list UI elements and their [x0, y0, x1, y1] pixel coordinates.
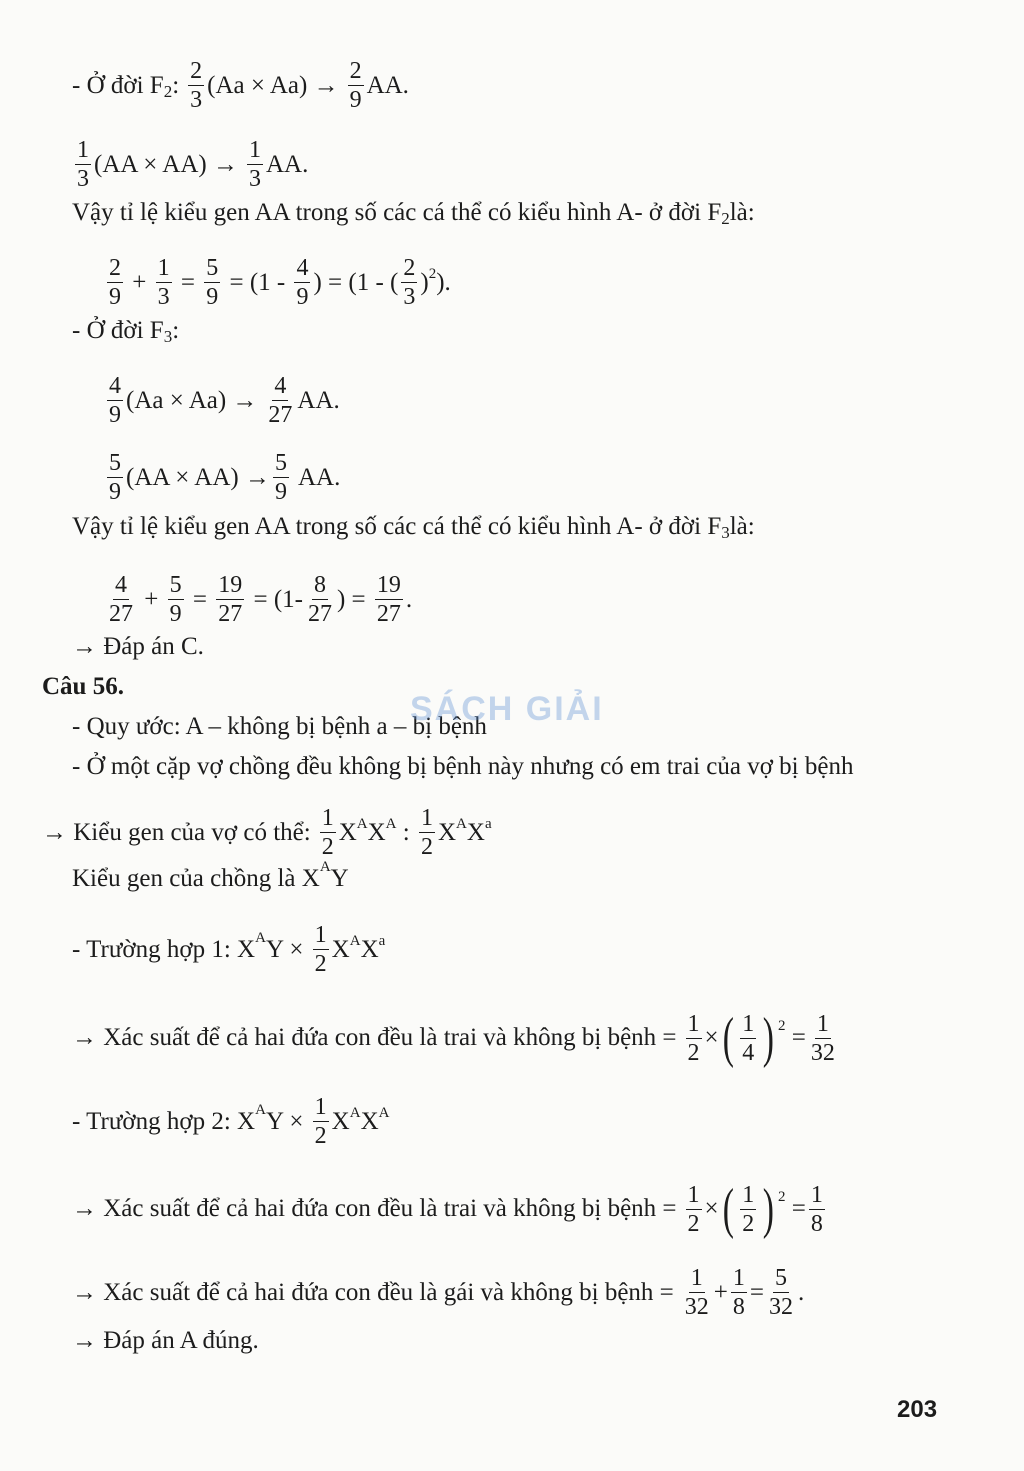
xac-suat-3: → Xác suất để cả hai đứa con đều là gái và không bị bệnh = $\frac{1}{32}$ + $\frac{1}{8}$ = $\frac{5}{32}$ . [72, 1265, 805, 1320]
kieu-gen-vo: → Kiểu gen của vợ có thể: $\frac{1}{2}$ $X^AX^A$ : $\frac{1}{2}$ $X^AX^a$ [42, 805, 492, 860]
f2-aa1: AA. [366, 71, 409, 99]
truong-hop-1: - Trường hợp 1: X $^A$ Y × $\frac{1}{2}$ $X^AX^a$ [72, 922, 386, 977]
fraction: $\frac{2}{9}$ [349, 58, 362, 113]
fraction: $\frac{1}{3}$ [77, 137, 89, 192]
page-number: 203 [897, 1396, 938, 1423]
f2-conclusion: Vậy tỉ lệ kiểu gen AA trong số các cá thể có kiểu hình A- ở đời F $_2$ là: [72, 199, 755, 228]
f2-sum-equation: $\frac{2}{9}$ + $\frac{1}{3}$ = $\frac{5}{9}$ = (1 - $\frac{4}{9}$ ) = (1 - ( $\frac{2}{3}$ )$^2$). [109, 255, 451, 310]
f3-conclusion: Vậy tỉ lệ kiểu gen AA trong số các cá thể có kiểu hình A- ở đời F $_3$ là: [72, 513, 755, 542]
fraction: $\frac{2}{3}$ [190, 58, 203, 113]
xac-suat-1: → Xác suất để cả hai đứa con đều là trai và không bị bệnh = $\frac{1}{2}$ × ( $\frac{1}{4}$ ) $^2$ = $\frac{1}{32}$ [72, 1007, 835, 1069]
quy-uoc: - Quy ước: A – không bị bệnh a – bị bệnh [72, 713, 487, 740]
cap-vo-chong: - Ở một cặp vợ chồng đều không bị bệnh này nhưng có em trai của vợ bị bệnh [72, 753, 854, 780]
fraction: $\frac{1}{3}$ [248, 137, 261, 192]
answer-c: → Đáp án C. [72, 633, 204, 660]
f3-head: - Ở đời F $_3$ : [72, 317, 180, 346]
f3-line-2: $\frac{5}{9}$ (AA × AA) → $\frac{5}{9}$ AA. [109, 450, 341, 505]
answer-a: → Đáp án A đúng. [72, 1327, 259, 1354]
question-heading: Câu 56. [42, 673, 124, 700]
f2-line-2 [72, 137, 308, 192]
f2-expr1: (Aa × Aa) → [207, 71, 339, 99]
f2-head: - Ở đời F [72, 71, 164, 99]
truong-hop-2: - Trường hợp 2: X $^A$ Y × $\frac{1}{2}$ $X^AX^A$ [72, 1094, 390, 1149]
f3-line-1: $\frac{4}{9}$ (Aa × Aa) → $\frac{4}{27}$ AA. [109, 373, 340, 428]
xac-suat-2: → Xác suất để cả hai đứa con đều là trai và không bị bệnh = $\frac{1}{2}$ × ( $\frac{1}{2}$ ) $^2$ = $\frac{1}{8}$ [72, 1178, 823, 1240]
f2-expr2: (AA × AA) → [94, 150, 238, 178]
f2-line-1: - Ở đời F $_2$ : $\frac{2}{3}$ (Aa × Aa) → $\frac{2}{9}$ AA. [72, 58, 409, 113]
watermark-logo: SÁCH GIẢI [410, 690, 604, 728]
kieu-gen-chong: Kiểu gen của chồng là X $^A$ Y [72, 859, 349, 892]
f2-aa2: AA. [265, 150, 309, 178]
f3-sum-equation: $\frac{4}{27}$ + $\frac{5}{9}$ = $\frac{19}{27}$ = (1- $\frac{8}{27}$ ) = $\frac{19}{27}$ . [109, 572, 413, 627]
